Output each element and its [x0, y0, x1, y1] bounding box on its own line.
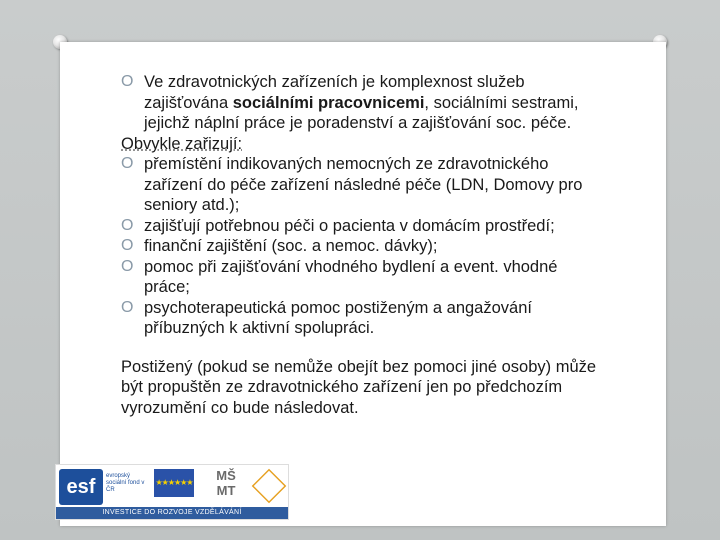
bullet-mark: O [121, 155, 134, 172]
sub-bullet-text: psychoterapeutická pomoc postiženým a angažování příbuzných k aktivní spolupráci. [144, 298, 532, 337]
sub-bullet [121, 236, 601, 257]
invest-banner: INVESTICE DO ROZVOJE VZDĚLÁVÁNÍ [56, 507, 288, 519]
bullet-mark: O [121, 237, 134, 254]
section-label: Obvykle zařizují: [121, 134, 243, 153]
msmt-logo: MŠ MT [216, 468, 236, 498]
sub-bullet [121, 216, 601, 237]
slide-content [121, 72, 601, 418]
eu-flag-icon [154, 469, 194, 497]
sub-bullet [121, 257, 601, 298]
bullet-text-after: , sociálními sestrami, jejichž náplní práce je poradenství a zajišťování soc. péče. [144, 93, 579, 132]
sub-bullet-text: zajišťují potřebnou péči o pacienta v domácím prostředí; [144, 216, 555, 235]
bullet-mark: O [121, 73, 134, 90]
spacer [121, 339, 601, 357]
logo-strip [55, 464, 289, 520]
bullet-mark: O [121, 216, 134, 234]
sub-bullet [121, 298, 601, 339]
main-bullet [121, 72, 601, 134]
bullet-mark: O [121, 257, 134, 275]
note-paragraph: Postižený (pokud se nemůže obejít bez pomoci jiné osoby) může být propuštěn ze zdravotnického zařízení jen po předchozím vyrozumění co bude následovat. [121, 357, 597, 417]
bullet-mark: O [121, 298, 134, 316]
bullet-text-bold: sociálními pracovnicemi [232, 93, 425, 112]
sub-bullet-text: přemístění indikovaných nemocných ze zdravotnického zařízení do péče zařízení následné péče (LDN, Domovy pro seniory atd.); [144, 155, 583, 214]
op-vk-logo-icon [252, 469, 287, 504]
sub-bullet-text: pomoc při zajišťování vhodného bydlení a event. vhodné práce; [144, 257, 558, 296]
bullet-text-before: Ve zdravotnických zařízeních je komplexnost služeb zajišťována [144, 73, 525, 112]
sub-bullet [121, 154, 601, 216]
eu-stars-icon: ★★★★★★ [155, 478, 193, 487]
sub-bullet-text: finanční zajištění (soc. a nemoc. dávky); [144, 237, 438, 255]
esf-logo: esf [59, 469, 103, 505]
esf-caption: evropský sociální fond v ČR [106, 473, 145, 493]
